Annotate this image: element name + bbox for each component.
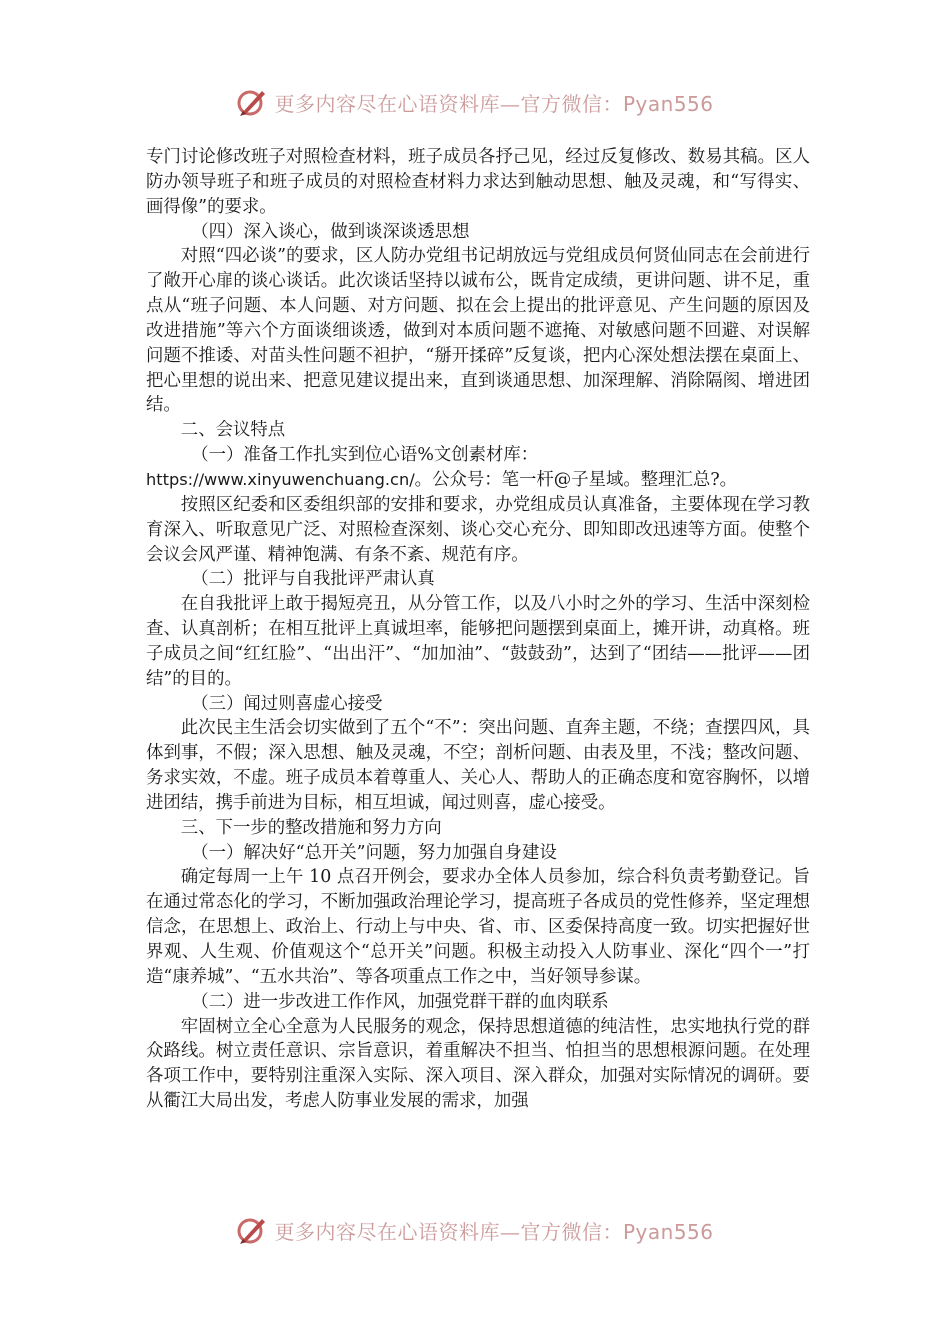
source-url: https://www.xinyuwenchuang.cn/ (146, 469, 415, 489)
url-line (146, 468, 810, 493)
paragraph-6: 确定每周一上午 10 点召开例会，要求办全体人员参加，综合科负责考勤登记。旨在通过常态化的学习，不断加强政治理论学习，提高班子各成员的党性修养，坚定理想信念，在思想上、政治上、行动上与中央、省、市、区委保持高度一致。切实把握好世界观、人生观、价值观这个“总开关”问题。积极主动投入人防事业、深化“四个一”打造“康养城”、“五水共治”、等各项重点工作之中，当好领导参谋。 (146, 867, 810, 987)
paragraph-2: 对照“四必谈”的要求，区人防办党组书记胡放远与党组成员何贤仙同志在会前进行了敞开心扉的谈心谈话。此次谈话坚持以诚布公，既肯定成绩，更讲问题、讲不足，重点从“班子问题、本人问题、对方问题、拟在会上提出的批评意见、产生问题的原因及改进措施”等六个方面谈细谈透，做到对本质问题不遮掩、对敏感问题不回避、对误解问题不推诿、对苗头性问题不袒护，“掰开揉碎”反复谈，把内心深处想法摆在桌面上、把心里想的说出来、把意见建议提出来，直到谈通思想、加深理解、消除隔阂、增进团结。 (146, 246, 810, 416)
pen-logo-icon (236, 86, 268, 118)
heading-preparation: （一）准备工作扎实到位心语%文创素材库： (191, 445, 539, 466)
document-body (146, 145, 810, 1114)
paragraph-5: 此次民主生活会切实做到了五个“不”：突出问题、直奔主题，不绕；查摆四风，具体到事，不假；深入思想、触及灵魂，不空；剖析问题、由表及里，不浅；整改问题、务求实效，不虚。班子成员本着尊重人、关心人、帮助人的正确态度和宽容胸怀，以增进团结，携手前进为目标，相互坦诚，闻过则喜，虚心接受。 (146, 718, 810, 813)
url-tail: 。公众号：笔一杆@子星域。整理汇总?。 (414, 469, 738, 490)
header-banner-text: 更多内容尽在心语资料库—官方微信：Pyan556 (274, 91, 714, 116)
header-banner (0, 82, 950, 122)
footer-banner-text: 更多内容尽在心语资料库—官方微信：Pyan556 (274, 1219, 714, 1244)
header-banner-handle: Pyan556 (622, 91, 714, 116)
paragraph-7: 牢固树立全心全意为人民服务的观念，保持思想道德的纯洁性，忠实地执行党的群众路线。树立责任意识、宗旨意识，着重解决不担当、怕担当的思想根源问题。在处理各项工作中，要特别注重深入实际、深入项目、深入群众，加强对实际情况的调研。要从衢江大局出发，考虑人防事业发展的需求，加强 (146, 1016, 810, 1112)
paragraph-1: 专门讨论修改班子对照检查材料，班子成员各抒己见，经过反复修改、数易其稿。区人防办领导班子和班子成员的对照检查材料力求达到触动思想、触及灵魂，和“写得实、画得像”的要求。 (146, 147, 810, 217)
heading-criticism: （二）批评与自我批评严肃认真 (191, 569, 435, 590)
heading-deep-talk: （四）深入谈心，做到谈深谈透思想 (191, 221, 470, 242)
paragraph-3: 按照区纪委和区委组织部的安排和要求，办党组成员认真准备，主要体现在学习教育深入、听取意见广泛、对照检查深刻、谈心交心充分、即知即改迅速等方面。使整个会议会风严谨、精神饱满、有条不紊、规范有序。 (146, 494, 810, 565)
paragraph-4: 在自我批评上敢于揭短亮丑，从分管工作，以及八小时之外的学习、生活中深刻检查、认真剖析；在相互批评上真诚坦率，能够把问题摆到桌面上，摊开讲，动真格。班子成员之间“红红脸”、“出出汗”、“加加油”、“鼓鼓劲”，达到了“团结——批评——团结”的目的。 (146, 594, 810, 689)
heading-next-steps: 三、下一步的整改措施和努力方向 (180, 817, 442, 838)
pen-logo-icon (236, 1214, 268, 1246)
footer-banner-handle: Pyan556 (622, 1219, 714, 1244)
heading-main-switch: （一）解决好“总开关”问题，努力加强自身建设 (191, 842, 557, 863)
heading-meeting-features: 二、会议特点 (180, 420, 286, 441)
heading-accept: （三）闻过则喜虚心接受 (191, 693, 383, 714)
footer-banner (0, 1210, 950, 1250)
heading-work-style: （二）进一步改进工作作风，加强党群干群的血肉联系 (191, 991, 609, 1012)
